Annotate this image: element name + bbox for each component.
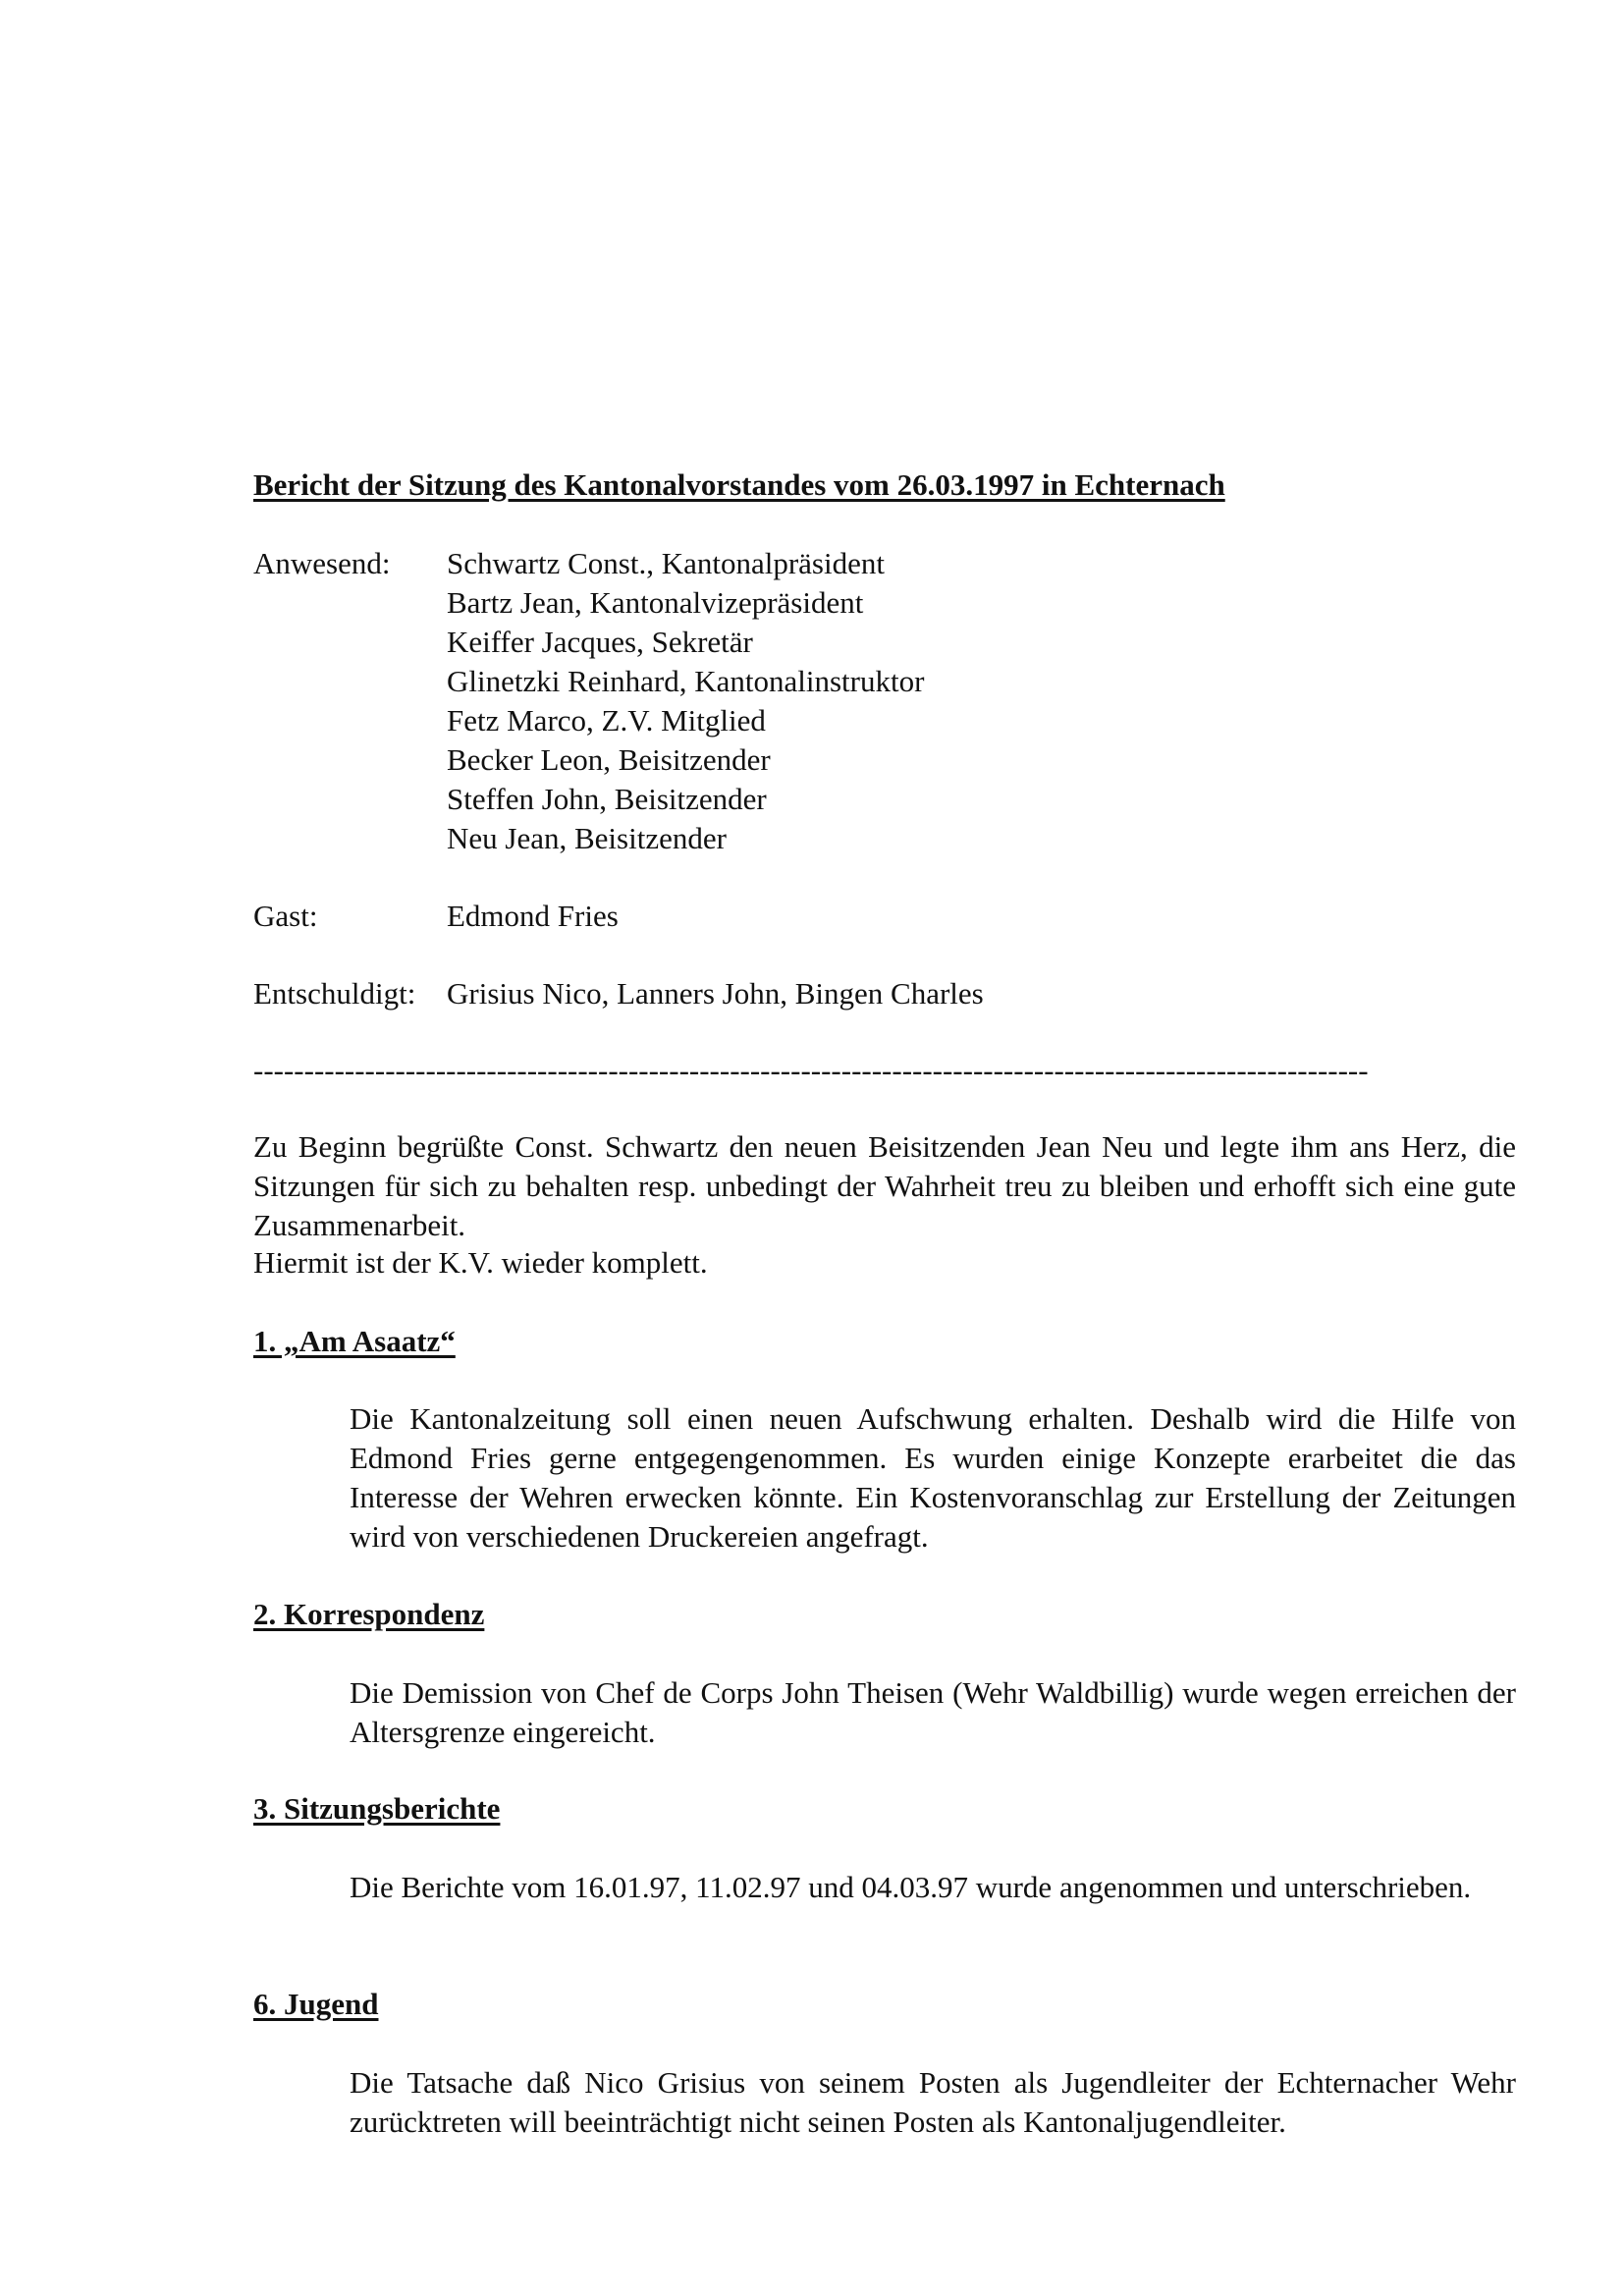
attendee-item: Schwartz Const., Kantonalpräsident (447, 546, 885, 580)
document-title: Bericht der Sitzung des Kantonalvorstandes vom 26.03.1997 in Echternach (253, 467, 1225, 502)
intro-closing-line: Hiermit ist der K.V. wieder komplett. (253, 1245, 708, 1280)
intro-paragraph: Zu Beginn begrüßte Const. Schwartz den neuen Beisitzenden Jean Neu und legte ihm ans Herz, die Sitzungen für sich zu behalten resp. unbedingt der Wahrheit treu zu bleiben und erhofft sich eine gute Zusammenarbeit. (253, 1129, 1516, 1242)
guest-label: Gast: (253, 899, 318, 933)
attendee-item: Glinetzki Reinhard, Kantonalinstruktor (447, 664, 925, 698)
section-paragraph: Die Berichte vom 16.01.97, 11.02.97 und 04.03.97 wurde angenommen und unterschrieben. (350, 1870, 1472, 1904)
attendee-item: Keiffer Jacques, Sekretär (447, 625, 753, 659)
section-heading: 2. Korrespondenz (253, 1597, 485, 1631)
section-heading: 6. Jugend (253, 1987, 379, 2021)
guest-name: Edmond Fries (447, 899, 619, 933)
attendee-item: Bartz Jean, Kantonalvizepräsident (447, 585, 864, 620)
excused-names: Grisius Nico, Lanners John, Bingen Charles (447, 976, 984, 1011)
attendee-item: Neu Jean, Beisitzender (447, 821, 727, 855)
excused-label: Entschuldigt: (253, 976, 416, 1011)
attendee-item: Fetz Marco, Z.V. Mitglied (447, 703, 766, 738)
section-heading: 3. Sitzungsberichte (253, 1791, 501, 1826)
present-label: Anwesend: (253, 546, 391, 580)
separator-line: -------------------------------------------------------------------------------------------------------------- (253, 1053, 1369, 1087)
section-heading: 1. „Am Asaatz“ (253, 1324, 456, 1358)
attendee-item: Steffen John, Beisitzender (447, 782, 767, 816)
section-paragraph: Die Kantonalzeitung soll einen neuen Aufschwung erhalten. Deshalb wird die Hilfe von Edmond Fries gerne entgegengenommen. Es wurden einige Konzepte erarbeitet die das Interesse der Wehren erwecken könnte. Ein Kostenvoranschlag zur Erstellung der Zeitungen wird von verschiedenen Druckereien angefragt. (350, 1401, 1516, 1554)
section-paragraph: Die Tatsache daß Nico Grisius von seinem Posten als Jugendleiter der Echternacher Wehr zurücktreten will beeinträchtigt nicht seinen Posten als Kantonaljugendleiter. (350, 2065, 1516, 2139)
attendee-item: Becker Leon, Beisitzender (447, 742, 771, 777)
section-paragraph: Die Demission von Chef de Corps John Theisen (Wehr Waldbillig) wurde wegen erreichen der Altersgrenze eingereicht. (350, 1675, 1516, 1749)
